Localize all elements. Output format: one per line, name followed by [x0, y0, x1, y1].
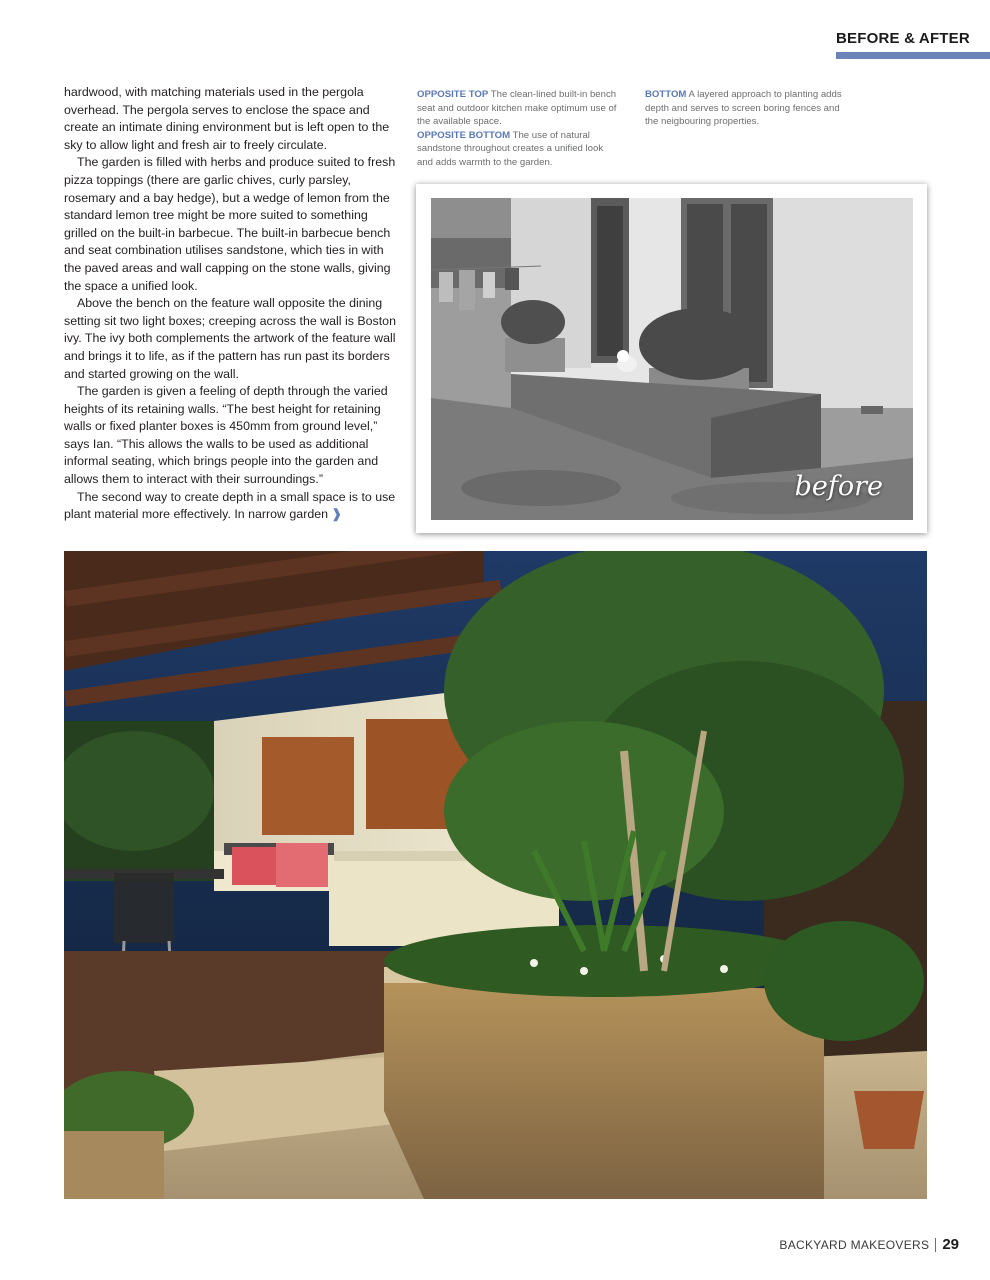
- body-paragraph: [64, 489, 404, 524]
- footer-divider: [935, 1238, 936, 1252]
- after-garden-photo: [64, 551, 927, 1199]
- caption-bottom: [645, 88, 845, 129]
- before-photo-frame: [416, 184, 927, 533]
- section-accent-rule: [836, 52, 990, 59]
- section-label: BEFORE & AFTER: [836, 30, 970, 47]
- caption-text-bottom: A layered approach to planting adds depth and serves to screen boring fences and the neigbouring properties.: [645, 89, 842, 127]
- magazine-name: BACKYARD MAKEOVERS: [779, 1237, 930, 1252]
- body-paragraph: Above the bench on the feature wall opposite the dining setting sit two light boxes; creeping across the wall is Boston ivy. The ivy both complements the artwork of the feature wall and brings it to life, as if the pattern has run past its borders and started growing on the wall.: [64, 296, 396, 381]
- page-footer: [779, 1236, 959, 1253]
- before-overlay-label: before: [794, 471, 883, 502]
- caption-text-opposite-top: The clean-lined built-in bench seat and outdoor kitchen make optimum use of the available space.: [417, 89, 617, 127]
- body-paragraph: The garden is filled with herbs and produce suited to fresh pizza toppings (there are garlic chives, curly parsley, rosemary and a bay hedge), but a wedge of lemon from the standard lemon tree might be more suited to something grilled on the built-in barbecue. The built-in barbecue bench and seat combination utilises sandstone, which ties in with the paved areas and wall capping on the stone walls, giving the space a unified look.: [64, 155, 396, 293]
- body-paragraph: The garden is given a feeling of depth through the varied heights of its retaining walls. “The best height for retaining walls or fixed planter boxes is 450mm from ground level,” says Ian. “This allows the walls to be used as additional informal seating, which brings people into the garden and allows them to interact with their surroundings.”: [64, 384, 388, 487]
- caption-opposite: [417, 88, 621, 169]
- caption-label-opposite-top: OPPOSITE TOP: [417, 89, 489, 100]
- body-paragraph-text: The second way to create depth in a small space is to use plant material more effectively. In narrow garden: [64, 489, 396, 522]
- continue-arrow-icon: ❱: [331, 507, 342, 522]
- caption-text-opposite-bottom: The use of natural sandstone throughout creates a unified look and adds warmth to the garden.: [417, 129, 604, 168]
- after-garden-illustration: [64, 551, 927, 1199]
- article-body: [64, 84, 404, 524]
- before-photo: [431, 198, 913, 520]
- caption-label-opposite-bottom: OPPOSITE BOTTOM: [417, 129, 511, 141]
- body-paragraph: hardwood, with matching materials used in the pergola overhead. The pergola serves to enclose the space and create an intimate dining environment but is left open to the sky to allow light and fresh air to freely circulate.: [64, 85, 390, 152]
- page-number: 29: [942, 1236, 959, 1253]
- caption-label-bottom: BOTTOM: [645, 89, 687, 100]
